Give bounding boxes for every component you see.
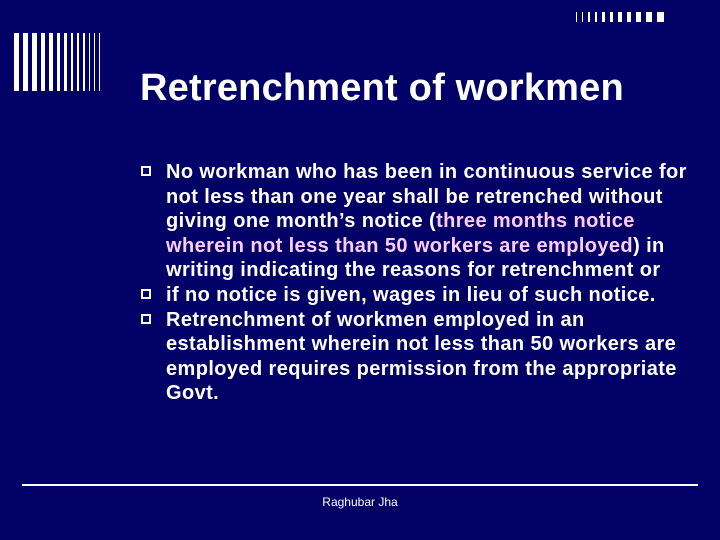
decorative-stripe [657, 12, 664, 22]
decorative-stripe [89, 33, 90, 91]
decorative-stripe [71, 33, 73, 91]
bullet-text-segment: No workman who has been in continuous service for not less than one year shall be retrenched without giving one month’s notice ( [166, 161, 687, 233]
decorative-stripes [14, 33, 124, 91]
decorative-stripe [627, 12, 631, 22]
bullet-item [140, 308, 700, 406]
decorative-stripe [646, 12, 652, 22]
decorative-stripe [49, 33, 53, 91]
decorative-stripe [41, 33, 45, 91]
slide-title: Retrenchment of workmen [140, 67, 624, 109]
bullet-item [140, 160, 700, 283]
decorative-stripe [582, 12, 583, 22]
decorative-stripe [588, 12, 590, 22]
decorative-stripe [576, 12, 577, 22]
decorative-stripe [83, 33, 85, 91]
decorative-stripe [94, 33, 95, 91]
decorative-stripe [64, 33, 67, 91]
bullet-text-segment: ) in writing indicating the reasons for retrenchment or [166, 234, 665, 282]
bullet-text: Retrenchment of workmen employed in an establishment wherein not less than 50 workers are employed requires permission from the appropriate Govt. [166, 308, 677, 405]
decorative-dots [576, 12, 696, 22]
bullet-list [140, 160, 700, 406]
decorative-stripe [57, 33, 60, 91]
square-bullet-icon [141, 289, 151, 299]
decorative-stripe [602, 12, 605, 22]
decorative-stripe [636, 12, 641, 22]
decorative-stripe [610, 12, 613, 22]
highlighted-text: three months notice wherein not less than 50 workers are employed [166, 210, 635, 257]
decorative-stripe [99, 33, 100, 91]
decorative-stripe [14, 33, 19, 91]
decorative-stripe [32, 33, 37, 91]
decorative-stripe [77, 33, 79, 91]
bullet-item [140, 283, 700, 308]
decorative-stripe [618, 12, 622, 22]
decorative-stripe [23, 33, 28, 91]
bullet-text: if no notice is given, wages in lieu of such notice. [166, 283, 656, 306]
square-bullet-icon [141, 314, 151, 324]
decorative-stripe [595, 12, 597, 22]
bullet-text [166, 161, 687, 281]
footer-divider [22, 484, 698, 486]
footer-author: Raghubar Jha [322, 495, 398, 509]
square-bullet-icon [141, 166, 151, 176]
